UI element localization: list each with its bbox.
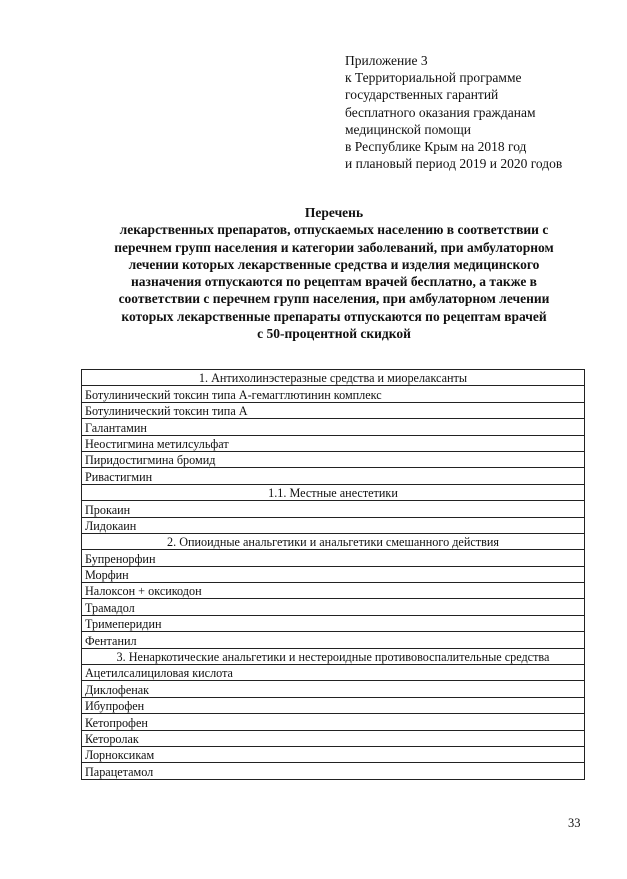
appendix-line: и плановый период 2019 и 2020 годов: [345, 156, 563, 172]
drug-name: Парацетамол: [82, 763, 585, 779]
table-row: [82, 615, 585, 631]
section-header: 1. Антихолинэстеразные средства и миорелаксанты: [82, 370, 585, 386]
table-row: [82, 468, 585, 484]
section-header: 2. Опиоидные анальгетики и анальгетики смешанного действия: [82, 533, 585, 549]
table-row: [82, 370, 585, 386]
table-row: [82, 451, 585, 467]
table-row: [82, 533, 585, 549]
table-row: [82, 730, 585, 746]
table-row: [82, 697, 585, 713]
table-row: [82, 665, 585, 681]
title-line: назначения отпускаются по рецептам врачей бесплатно, а также в: [131, 274, 537, 290]
drug-name: Пиридостигмина бромид: [82, 451, 585, 467]
section-header: 3. Ненаркотические анальгетики и нестероидные противовоспалительные средства: [82, 648, 585, 664]
drug-name: Кетопрофен: [82, 714, 585, 730]
drug-name: Бупренорфин: [82, 550, 585, 566]
drug-name: Морфин: [82, 566, 585, 582]
drug-name: Галантамин: [82, 419, 585, 435]
table-row: [82, 746, 585, 762]
drug-name: Налоксон + оксикодон: [82, 583, 585, 599]
drug-name: Диклофенак: [82, 681, 585, 697]
drug-name: Неостигмина метилсульфат: [82, 435, 585, 451]
drug-name: Фентанил: [82, 632, 585, 648]
table-row: [82, 599, 585, 615]
drug-name: Кеторолак: [82, 730, 585, 746]
table-row: [82, 681, 585, 697]
drug-name: Ботулинический токсин типа А: [82, 402, 585, 418]
drug-name: Трамадол: [82, 599, 585, 615]
appendix-header: [345, 52, 562, 172]
table-row: [82, 583, 585, 599]
drug-name: Ацетилсалициловая кислота: [82, 665, 585, 681]
title-line: перечнем групп населения и категории заболеваний, при амбулаторном: [114, 239, 554, 255]
appendix-line: государственных гарантий: [345, 87, 499, 103]
table-row: [82, 386, 585, 402]
page-number: 33: [568, 816, 581, 830]
table-row: [82, 501, 585, 517]
table-row: [82, 550, 585, 566]
title-line: которых лекарственные препараты отпускаются по рецептам врачей: [121, 308, 547, 324]
appendix-line: медицинской помощи: [345, 121, 471, 137]
drug-list-table: [81, 369, 585, 780]
drug-name: Ботулинический токсин типа А-гемагглютинин комплекс: [82, 386, 585, 402]
title-line: лечении которых лекарственные средства и изделия медицинского: [128, 256, 540, 272]
title-heading: Перечень: [304, 205, 364, 220]
table-row: [82, 648, 585, 664]
table-row: [82, 763, 585, 779]
table-row: [82, 402, 585, 418]
table-row: [82, 419, 585, 435]
title-line: с 50-процентной скидкой: [257, 326, 411, 342]
drug-name: Ривастигмин: [82, 468, 585, 484]
drug-name: Тримеперидин: [82, 615, 585, 631]
drug-name: Лорноксикам: [82, 746, 585, 762]
title-line: лекарственных препаратов, отпускаемых населению в соответствии с: [119, 222, 549, 238]
appendix-line: бесплатного оказания гражданам: [345, 104, 536, 120]
title-line: соответствии с перечнем групп населения, при амбулаторном лечении: [118, 291, 550, 307]
table-row: [82, 517, 585, 533]
table-row: [82, 566, 585, 582]
section-header: 1.1. Местные анестетики: [82, 484, 585, 500]
appendix-line: в Республике Крым на 2018 год: [345, 139, 527, 155]
table-row: [82, 714, 585, 730]
drug-name: Лидокаин: [82, 517, 585, 533]
appendix-line: Приложение 3: [345, 53, 428, 68]
appendix-line: к Территориальной программе: [345, 70, 522, 86]
document-title: [60, 204, 608, 342]
drug-name: Прокаин: [82, 501, 585, 517]
table-row: [82, 435, 585, 451]
drug-name: Ибупрофен: [82, 697, 585, 713]
table-row: [82, 632, 585, 648]
table-row: [82, 484, 585, 500]
